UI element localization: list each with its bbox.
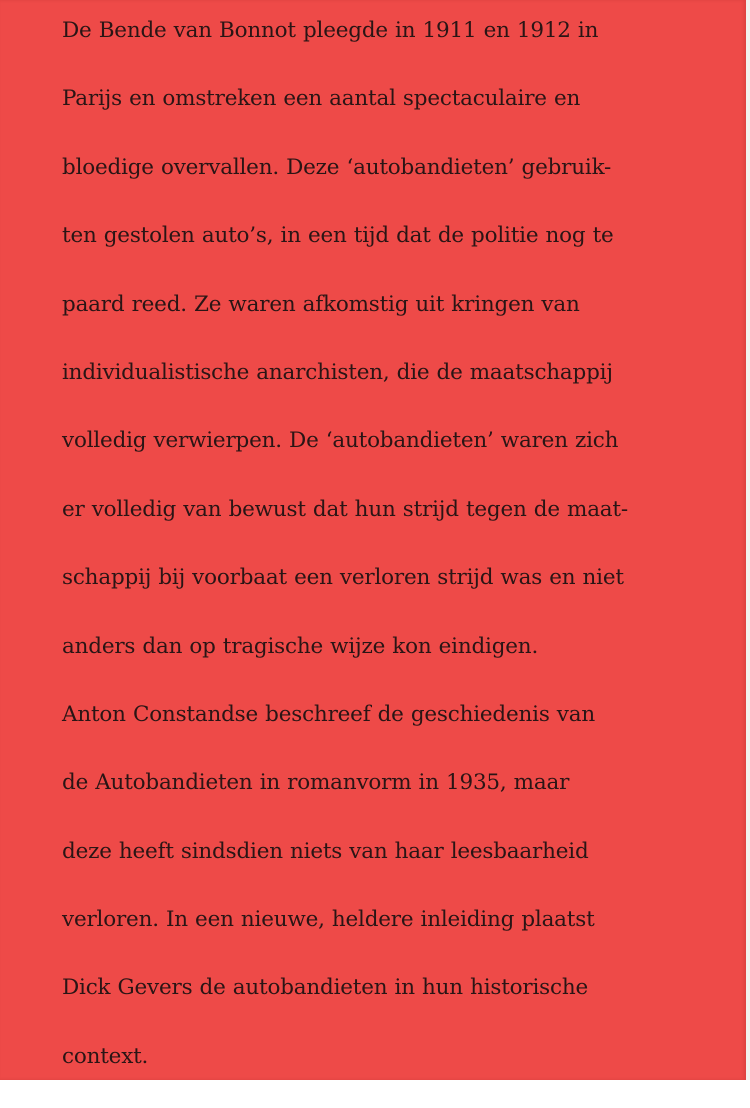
blurb-line: volledig verwierpen. De ‘autobandieten’ waren zich — [62, 428, 619, 454]
blurb-line: verloren. In een nieuwe, heldere inleiding plaatst — [62, 907, 595, 933]
blurb-line: Parijs en omstreken een aantal spectaculaire en — [62, 86, 581, 112]
blurb-line: ten gestolen auto’s, in een tijd dat de politie nog te — [62, 223, 614, 249]
blurb-line: bloedige overvallen. Deze ‘autobandieten’ gebruik- — [62, 154, 612, 180]
blurb-line: Anton Constandse beschreef de geschiedenis van — [62, 701, 596, 727]
blurb-line: paard reed. Ze waren afkomstig uit kringen van — [62, 291, 580, 317]
blurb-line: individualistische anarchisten, die de maatschappij — [62, 359, 613, 385]
blurb-line: de Autobandieten in romanvorm in 1935, maar — [62, 770, 570, 796]
blurb-line: schappij bij voorbaat een verloren strijd was en niet — [62, 565, 624, 591]
blurb-line: anders dan op tragische wijze kon eindigen. — [62, 633, 539, 659]
blurb-line: deze heeft sindsdien niets van haar leesbaarheid — [62, 838, 589, 864]
blurb-line: De Bende van Bonnot pleegde in 1911 en 1912 in — [62, 18, 599, 43]
page-edge — [746, 0, 750, 1080]
blurb-line: context. — [62, 1043, 149, 1069]
blurb-line: Dick Gevers de autobandieten in hun historische — [62, 975, 589, 1001]
blurb-text — [62, 14, 742, 1108]
blurb-line: er volledig van bewust dat hun strijd tegen de maat- — [62, 496, 628, 522]
